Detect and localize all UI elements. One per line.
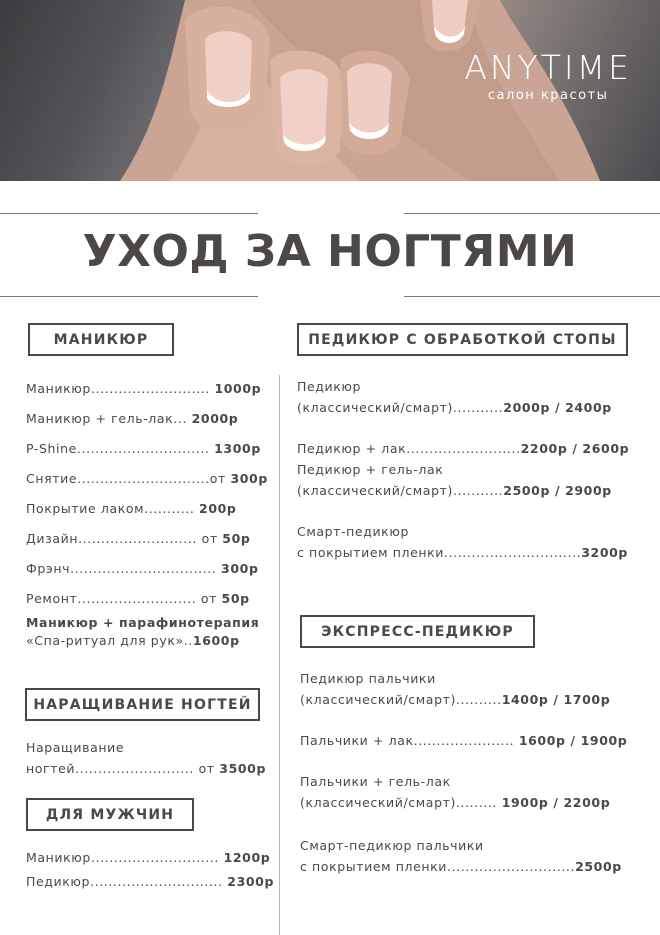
pedicure-item: (классический/смарт)...........2500р / 2900р <box>297 483 612 498</box>
pedicure-item-label: Педикюр + гель-лак <box>297 462 444 477</box>
express-item: с покрытием пленки............................2500р <box>300 859 622 874</box>
pedicure-item: с покрытием пленки..............................3200р <box>297 545 628 560</box>
extension-item: ногтей.......................... от 3500р <box>26 761 267 776</box>
brand-subtitle: салон красоты <box>487 88 609 103</box>
express-item-label: Педикюр пальчики <box>300 671 436 686</box>
manicure-item: Дизайн.......................... от 50р <box>26 531 251 546</box>
manicure-item: Снятие.............................от 300р <box>26 471 268 486</box>
hero-photo <box>0 0 660 181</box>
brand-logo <box>464 50 632 103</box>
manicure-item: P-Shine............................. 1300р <box>26 441 261 456</box>
page-title: УХОД ЗА НОГТЯМИ <box>82 226 578 277</box>
pedicure-item-label: Смарт-педикюр <box>297 524 409 539</box>
spa-ritual-item: «Спа-ритуал для рук»..1600р <box>26 633 240 648</box>
title-rule-bottom-right <box>404 296 660 297</box>
express-item: (классический/смарт)..........1400р / 1700р <box>300 692 611 707</box>
men-item: Маникюр............................ 1200р <box>26 850 271 865</box>
manicure-header: МАНИКЮР <box>28 323 174 356</box>
spa-ritual-title: Маникюр + парафинотерапия <box>26 615 260 630</box>
extension-item-label: Наращивание <box>26 740 125 755</box>
express-item-label: Пальчики + гель-лак <box>300 774 451 789</box>
pedicure-item: Педикюр + лак.........................2200р / 2600р <box>297 441 630 456</box>
men-header: ДЛЯ МУЖЧИН <box>26 798 194 831</box>
title-rule-top-left <box>0 213 258 214</box>
express-item: Пальчики + лак...................... 1600р / 1900р <box>300 733 628 748</box>
pedicure-item: (классический/смарт)...........2000р / 2400р <box>297 400 612 415</box>
pedicure-item-label: Педикюр <box>297 379 362 394</box>
manicure-item: Покрытие лаком........... 200р <box>26 501 237 516</box>
title-rule-bottom-left <box>0 296 258 297</box>
extension-header: НАРАЩИВАНИЕ НОГТЕЙ <box>25 688 260 721</box>
column-divider <box>279 375 280 935</box>
title-rule-top-right <box>404 213 660 214</box>
express-header: ЭКСПРЕСС-ПЕДИКЮР <box>300 615 535 648</box>
manicure-item: Ремонт.......................... от 50р <box>26 591 250 606</box>
manicure-item: Фрэнч................................ 300р <box>26 561 259 576</box>
pedicure-header: ПЕДИКЮР С ОБРАБОТКОЙ СТОПЫ <box>297 323 628 356</box>
express-item: (классический/смарт)......... 1900р / 2200р <box>300 795 611 810</box>
men-item: Педикюр............................. 2300р <box>26 874 275 889</box>
brand-name: ANYTIME <box>464 48 632 87</box>
manicure-item: Маникюр.......................... 1000р <box>26 381 262 396</box>
express-item-label: Смарт-педикюр пальчики <box>300 838 484 853</box>
manicure-item: Маникюр + гель-лак... 2000р <box>26 411 239 426</box>
